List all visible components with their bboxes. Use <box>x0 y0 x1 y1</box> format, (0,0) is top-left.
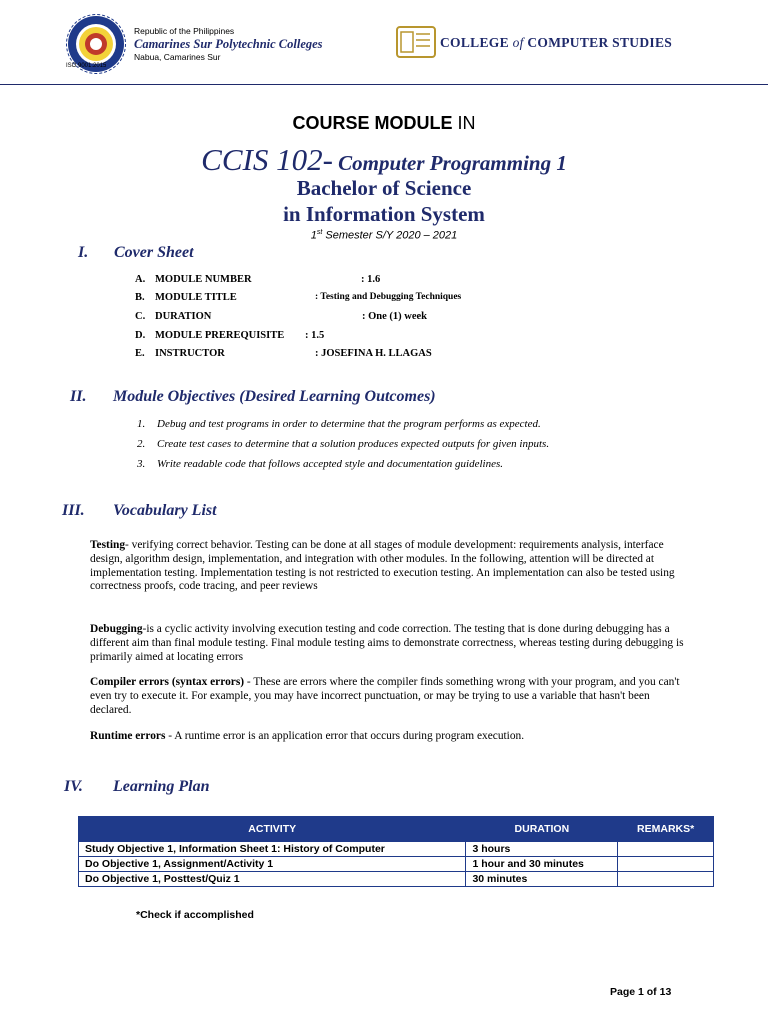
table-row <box>79 842 714 857</box>
remarks-cell <box>618 842 714 857</box>
section-title-cover-sheet: Cover Sheet <box>114 244 194 261</box>
degree-line-2: in Information System <box>283 202 485 226</box>
section-title-objectives: Module Objectives (Desired Learning Outcomes) <box>113 388 436 405</box>
iso-certification: ISO 9001:2015 <box>66 63 107 69</box>
table-header-row <box>79 817 714 842</box>
section-number: III. <box>62 502 85 519</box>
section-title-vocabulary: Vocabulary List <box>113 502 217 519</box>
table-footnote: *Check if accomplished <box>136 909 254 921</box>
semester-label: 1st Semester S/Y 2020 – 2021 <box>310 229 458 242</box>
column-header-duration: DURATION <box>466 817 618 842</box>
page-number: Page 1 of 13 <box>610 986 672 998</box>
duration-cell: 1 hour and 30 minutes <box>466 857 618 872</box>
republic-label: Republic of the Philippines <box>134 26 235 36</box>
remarks-cell <box>618 857 714 872</box>
activity-cell: Do Objective 1, Posttest/Quiz 1 <box>79 872 466 887</box>
ccs-department-name: COLLEGE of COMPUTER STUDIES <box>440 35 673 50</box>
document-heading: COURSE MODULE IN <box>292 113 476 133</box>
vocab-entry-runtime-errors: Runtime errors - A runtime error is an application error that occurs during program execution. <box>90 730 525 742</box>
vocab-entry-debugging: Debugging-is a cyclic activity involving execution testing and code correction. The testing that is done during debugging has a different aim than final module testing. Final module testing aims to demonstrate correctness, whereas testing during debugging is primarily aimed at locating errors <box>90 623 684 663</box>
vocab-entry-testing: Testing- verifying correct behavior. Testing can be done at all stages of module development: requirements analysis, interface design, algorithm design, implementation, and integration with other modules. In the following, attention will be directed at implementation testing. Implementation testing is not restricted to execution testing. An implementation can also be tested using correctness proofs, code tracing, and peer reviews <box>90 539 675 593</box>
section-number: II. <box>70 388 87 405</box>
column-header-remarks: REMARKS* <box>618 817 714 842</box>
activity-cell: Study Objective 1, Information Sheet 1: History of Computer <box>79 842 466 857</box>
course-title: CCIS 102- Computer Programming 1 <box>201 142 567 177</box>
column-header-activity: ACTIVITY <box>79 817 466 842</box>
header-divider <box>0 84 768 85</box>
section-number: IV. <box>64 778 83 795</box>
table-row <box>79 857 714 872</box>
learning-plan-table <box>78 816 714 887</box>
degree-line-1: Bachelor of Science <box>296 176 472 200</box>
section-title-learning-plan: Learning Plan <box>113 778 210 795</box>
remarks-cell <box>618 872 714 887</box>
table-row <box>79 872 714 887</box>
vocab-entry-compiler-errors: Compiler errors (syntax errors) - These are errors where the compiler finds something wrong with your program, and you can't even try to execute it. For example, you may have incorrect punctuation, or may be trying to use a variable that hasn't been declared. <box>90 676 680 716</box>
college-address: Nabua, Camarines Sur <box>134 52 221 62</box>
duration-cell: 30 minutes <box>466 872 618 887</box>
duration-cell: 3 hours <box>466 842 618 857</box>
activity-cell: Do Objective 1, Assignment/Activity 1 <box>79 857 466 872</box>
college-name: Camarines Sur Polytechnic Colleges <box>134 37 323 51</box>
section-number: I. <box>78 244 89 261</box>
ccs-logo <box>396 26 436 58</box>
